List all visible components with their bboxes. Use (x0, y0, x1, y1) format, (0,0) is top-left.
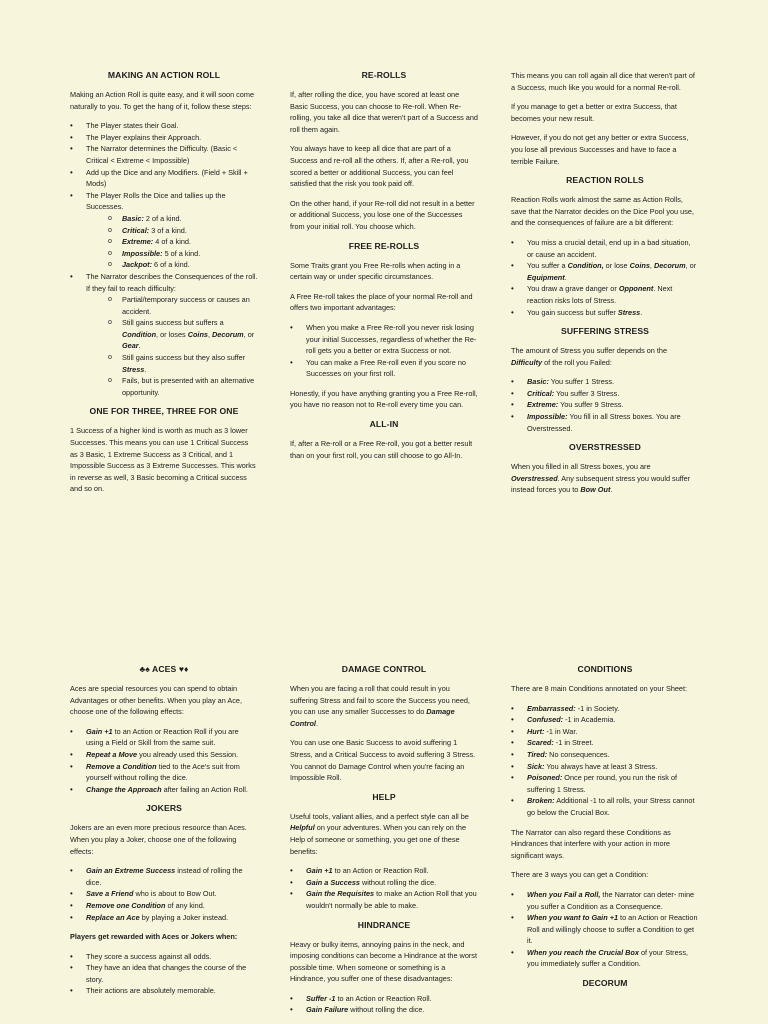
list-item (86, 761, 258, 784)
text: You suffer a (527, 261, 568, 271)
list-item (122, 352, 258, 375)
text: . (144, 364, 147, 374)
all-in-heading: ALL-IN (369, 419, 399, 430)
term-text: 2 of a kind. (143, 213, 182, 223)
all-in-cont-p2: If you manage to get a better or extra Success, that becomes your new result. (511, 102, 677, 123)
hindrance-intro: Heavy or bulky items, annoying pains in the neck, and imposing conditions can become a Hindrance at the worst possible time. When someone or something is a Hindrance, you suffer one of these disadvantages: (290, 939, 477, 984)
term-text: 4 of a kind. (153, 237, 191, 247)
term-text: -1 in Academia. (563, 715, 616, 725)
suffering-stress-intro (511, 345, 699, 368)
list-item (306, 877, 478, 889)
term-text: -1 in War. (544, 726, 578, 736)
list-item (86, 784, 258, 796)
text: or lose (603, 261, 630, 271)
list-item (86, 190, 258, 271)
list-item (306, 865, 478, 877)
list-item (527, 912, 699, 947)
term: When you Fail a Roll, (527, 889, 601, 899)
term: Jackpot: (122, 260, 153, 270)
top-middle-column (290, 70, 478, 469)
list-item (527, 795, 699, 818)
term: Sick: (527, 761, 545, 771)
list-item (527, 714, 699, 726)
term: Gear (122, 341, 139, 351)
term: Suffer -1 (306, 993, 336, 1003)
rerolls-p1: If, after rolling the dice, you have scored at least one Basic Success, you can choose to Re-roll. When Re-rolling, you take all dice that weren't part of a Success and roll them again. (290, 90, 478, 134)
term-text: without rolling the dice. (359, 877, 437, 887)
term: Impossible: (527, 412, 568, 422)
reaction-rolls-list (511, 237, 699, 318)
conditions-list (511, 703, 699, 819)
text: . Next reaction risks lots of Stress. (527, 284, 673, 305)
conditions-intro: There are 8 main Conditions annotated on your Sheet: (511, 684, 688, 693)
term-text: Additional -1 to all rolls, your Stress cannot go below the Crucial Box. (527, 796, 695, 817)
list-item (86, 726, 258, 749)
list-item (527, 947, 699, 970)
free-rerolls-p3: Honestly, if you have anything granting you a Free Re-roll, you have no reason not to Re-roll every time you can. (290, 388, 478, 410)
term-text: -1 in Street. (553, 738, 594, 748)
list-item (122, 236, 258, 248)
overstressed-heading: OVERSTRESSED (569, 442, 641, 453)
step-text: The Narrator describes the Consequences of the roll. If they fail to reach difficulty: (86, 271, 258, 293)
bottom-left-column (70, 664, 258, 1005)
list-item (527, 307, 699, 319)
one-for-three-text: 1 Success of a higher kind is worth as much as 3 lower Successes. This means you can use 1 Critical Success as 3 Basic, 1 Extreme Success as 3 Critical, and 1 Impossible Success as 3 Extreme Successes. This works in reverse as well, 3 Basic becoming a Critical success and so on. (70, 426, 256, 494)
text: The amount of Stress you suffer depends on the (511, 346, 668, 356)
term: Tired: (527, 749, 548, 759)
list-item (122, 317, 258, 352)
term-text: to make an Action Roll that you wouldn't normally be able to make. (306, 889, 477, 910)
damage-control-p1 (290, 683, 478, 729)
list-item (527, 889, 699, 912)
list-item (306, 1004, 478, 1016)
reaction-rolls-intro: Reaction Rolls work almost the same as Action Rolls, save that the Narrator decides on the Dice Pool you use, and the consequences of failure are a bit different: (511, 195, 694, 228)
help-intro (290, 811, 478, 857)
term-text: No consequences. (547, 749, 610, 759)
term: Gain +1 (306, 866, 333, 876)
suffering-stress-list (511, 376, 699, 434)
all-in-cont-p3: However, if you do not get any better or extra Success, you lose all previous Successes and have to face a terrible Failure. (511, 133, 689, 166)
suffering-stress-heading: SUFFERING STRESS (560, 326, 650, 337)
list-item (527, 749, 699, 761)
list-item (527, 761, 699, 773)
top-left-column (70, 70, 258, 503)
reaction-rolls-heading: REACTION ROLLS (566, 175, 644, 186)
step-text: The Player Rolls the Dice and tallies up the Successes. (86, 190, 226, 212)
text: . Any subsequent stress you would suffer instead forces you to (511, 473, 691, 495)
one-for-three-heading: ONE FOR THREE, THREE FOR ONE (89, 406, 239, 417)
help-list (290, 865, 478, 911)
free-rerolls-p1: Some Traits grant you Free Re-rolls when acting in a certain way or under specific circumstances. (290, 260, 461, 282)
term: Coins (187, 329, 208, 339)
bottom-middle-column (290, 664, 478, 1024)
term: Remove one Condition (86, 900, 166, 910)
term-text: You suffer 9 Stress. (558, 400, 624, 410)
term: Stress (617, 307, 641, 317)
text: . (610, 485, 613, 495)
term: Difficulty (511, 357, 543, 367)
list-item (122, 248, 258, 260)
conditions-p2: There are 3 ways you can get a Condition: (511, 870, 649, 880)
list-item (122, 259, 258, 271)
term: Basic: (527, 377, 549, 387)
text: , (207, 329, 213, 339)
term: Condition, (567, 261, 604, 271)
term-text: Once per round, you run the risk of suffering 1 Stress. (527, 773, 678, 794)
term: Damage Control (290, 707, 455, 728)
term-text: 6 of a kind. (152, 260, 190, 270)
term: Gain a Success (306, 877, 360, 887)
action-roll-heading: MAKING AN ACTION ROLL (107, 70, 221, 80)
term-text: tied to the Ace's suit from yourself without rolling the dice. (86, 761, 240, 783)
list-item (527, 726, 699, 738)
list-item: • The Player states their Goal. (86, 120, 258, 132)
text: on your adventures. When you can rely on the Help of someone or something, you get one of these benefits: (290, 823, 467, 856)
list-item (527, 411, 699, 434)
term: Hurt: (527, 726, 545, 736)
free-rerolls-heading: FREE RE-ROLLS (348, 240, 420, 251)
term-text: to an Action or Reaction Roll and willingly choose to suffer a Condition to get it. (527, 913, 698, 946)
text: When you filled in all Stress boxes, you are (511, 462, 651, 472)
term: Extreme: (527, 400, 559, 410)
aces-heading: ♣♠ ACES ♥♦ (139, 664, 189, 674)
rerolls-p3: On the other hand, if your Re-roll did not result in a better or additional Success, you lose one of the Successes from your initial roll. You choose which. (290, 198, 475, 231)
term: Scared: (527, 738, 554, 748)
term: When you reach the Crucial Box (527, 947, 639, 957)
term: Gain Failure (306, 1005, 349, 1015)
text: . (138, 341, 141, 351)
list-item (527, 772, 699, 795)
term-text: without rolling the dice. (348, 1005, 425, 1015)
term-text: to an Action or Reaction Roll. (332, 866, 429, 876)
term-text: 5 of a kind. (162, 248, 201, 258)
list-item: • The Player explains their Approach. (86, 132, 258, 144)
term: Repeat a Move (86, 749, 138, 759)
text: You draw a grave danger or (527, 284, 619, 294)
term-text: You suffer 1 Stress. (548, 377, 615, 387)
term: Poisoned: (527, 773, 563, 783)
damage-control-p2: You can use one Basic Success to avoid suffering 1 Stress, and a Critical Success to avoid suffering 3 Stress. You cannot do Damage Control when you're facing an Impossible Roll. (290, 738, 476, 783)
term: Gain an Extreme Success (86, 866, 176, 876)
list-item: • They score a success against all odds. (86, 951, 258, 963)
rewarded-heading: Players get rewarded with Aces or Jokers when: (70, 932, 238, 942)
term: Coins (629, 261, 650, 271)
list-item: • They have an idea that changes the course of the story. (86, 962, 258, 985)
conditions-heading: CONDITIONS (577, 664, 633, 674)
text: , or (685, 261, 697, 271)
term: Broken: (527, 796, 555, 806)
list-item (306, 888, 478, 911)
list-item: o Partial/temporary success or causes an accident. (122, 294, 258, 317)
term: Replace an Ace (86, 912, 140, 922)
action-roll-steps (70, 120, 258, 398)
jokers-list (70, 865, 258, 923)
list-item (527, 388, 699, 400)
action-roll-intro: Making an Action Roll is quite easy, and it will soon come naturally to you. To get the hang of it, follow these steps: (70, 90, 255, 111)
term-text: the Narrator can deter- mine you suffer a Condition as a Consequence. (527, 889, 695, 911)
text: . (640, 307, 643, 317)
text: of the roll you Failed: (542, 357, 612, 367)
free-rerolls-p2: A Free Re-roll takes the place of your normal Re-roll and offers two important advantages: (290, 291, 473, 313)
term: Extreme: (122, 237, 154, 247)
term-text: by playing a Joker instead. (139, 912, 229, 922)
text: When you are facing a roll that could result in you suffering Stress and fail to score the Success you need, you can use any smaller Successes to do (290, 684, 470, 717)
term-text: after failing an Action Roll. (161, 784, 248, 794)
hindrance-list (290, 993, 478, 1016)
term-text: to an Action or Reaction Roll. (335, 993, 432, 1003)
term-text: 3 of a kind. (149, 225, 187, 235)
list-item (527, 260, 699, 283)
list-item (527, 737, 699, 749)
rewarded-list (70, 951, 258, 997)
list-item (86, 749, 258, 761)
list-item: o Fails, but is presented with an alternative opportunity. (122, 375, 258, 398)
text: , (649, 261, 654, 271)
overstressed-text (511, 461, 699, 496)
term: Equipment (527, 272, 565, 282)
conditions-p1: The Narrator can also regard these Conditions as Hindrances that interfere with your action in more significant ways. (511, 827, 671, 860)
term: Remove a Condition (86, 761, 157, 771)
term-text: You suffer 3 Stress. (554, 388, 620, 398)
term: Stress (122, 364, 145, 374)
term: Save a Friend (86, 889, 134, 899)
term: Overstressed (511, 473, 558, 483)
term: Critical: (122, 225, 150, 235)
list-item (86, 900, 258, 912)
term: Basic: (122, 213, 144, 223)
term: When you want to Gain +1 (527, 913, 619, 923)
term: Condition (122, 329, 157, 339)
list-item (86, 912, 258, 924)
aces-list (70, 726, 258, 796)
list-item (306, 993, 478, 1005)
list-item (86, 271, 258, 399)
list-item (527, 376, 699, 388)
free-rerolls-list (290, 322, 478, 380)
term-text: of your Stress, you immediately suffer a Condition. (527, 947, 688, 969)
text: Useful tools, valiant allies, and a perfect style can all be (290, 811, 469, 821)
help-heading: HELP (372, 791, 396, 802)
hindrance-heading: HINDRANCE (357, 919, 411, 930)
decorum-heading: DECORUM (582, 978, 628, 989)
list-item: • You miss a crucial detail, end up in a bad situation, or cause an accident. (527, 237, 699, 260)
term: Impossible: (122, 248, 163, 258)
term: Bow Out (580, 485, 611, 495)
term-text: who is about to Bow Out. (133, 889, 217, 899)
list-item (86, 865, 258, 888)
list-item: • The Narrator determines the Difficulty. (Basic < Critical < Extreme < Impossible) (86, 143, 258, 166)
jokers-intro: Jokers are an even more precious resource than Aces. When you play a Joker, choose one of the following effects: (70, 823, 247, 856)
text: , or (243, 329, 255, 339)
list-item: • Their actions are absolutely memorable. (86, 985, 258, 997)
bottom-right-column (511, 664, 699, 997)
term: Confused: (527, 715, 564, 725)
term-text: you already used this Session. (137, 749, 239, 759)
list-item (122, 225, 258, 237)
damage-control-heading: DAMAGE CONTROL (341, 664, 427, 674)
term: Embarrassed: (527, 703, 576, 713)
text: Still gains success but they also suffer (122, 353, 246, 363)
text: . (564, 272, 567, 282)
rerolls-heading: RE-ROLLS (361, 70, 407, 80)
list-item (527, 703, 699, 715)
all-in-cont-p1: This means you can roll again all dice that weren't part of a Success, much like you would for a normal Re-roll. (511, 71, 695, 92)
get-condition-list (511, 889, 699, 970)
list-item: • You can make a Free Re-roll even if you score no Successes on your first roll. (306, 357, 478, 380)
term-text: instead of rolling the dice. (86, 866, 243, 887)
term: Change the Approach (86, 784, 162, 794)
list-item (122, 213, 258, 225)
list-item (86, 888, 258, 900)
text: Still gains success but suffers a (122, 318, 224, 328)
list-item: • When you make a Free Re-roll you never risk losing your initial Successes, regardless of whether the Re-roll gets you a better or extra Success or not. (306, 322, 478, 357)
term: Opponent (618, 284, 654, 294)
term-text: You fill in all Stress boxes. You are Overstressed. (527, 412, 681, 433)
top-right-column (511, 70, 699, 504)
jokers-heading: JOKERS (146, 803, 182, 814)
consequences (86, 294, 258, 398)
text: You gain success but suffer (527, 307, 618, 317)
term-text: of any kind. (165, 900, 205, 910)
term: Helpful (290, 823, 315, 833)
term: Gain the Requisites (306, 889, 375, 899)
list-item (527, 283, 699, 306)
term: Critical: (527, 388, 555, 398)
list-item (527, 399, 699, 411)
success-levels (86, 213, 258, 271)
aces-intro: Aces are special resources you can spend to obtain Advantages or other benefits. When you play an Ace, choose one of the following effects: (70, 684, 242, 717)
term: Decorum (212, 329, 244, 339)
term-text: to an Action or Reaction Roll if you are using a Field or Skill from the same suit. (86, 726, 239, 748)
rerolls-p2: You always have to keep all dice that are part of a Success and re-roll all the others. If, after a Re-roll, you scored a better or additional Success, you can feel satisfied that the risk you took paid off. (290, 144, 469, 189)
text: , or loses (156, 329, 188, 339)
term-text: You always have at least 3 Stress. (544, 761, 658, 771)
list-item: • Add up the Dice and any Modifiers. (Field + Skill + Mods) (86, 167, 258, 190)
term: Decorum (653, 261, 686, 271)
all-in-text: If, after a Re-roll or a Free Re-roll, you got a better result than on your first roll, you can still choose to go All-In. (290, 439, 473, 460)
term-text: -1 in Society. (575, 703, 620, 713)
term: Gain +1 (86, 726, 113, 736)
text: . (315, 718, 318, 728)
